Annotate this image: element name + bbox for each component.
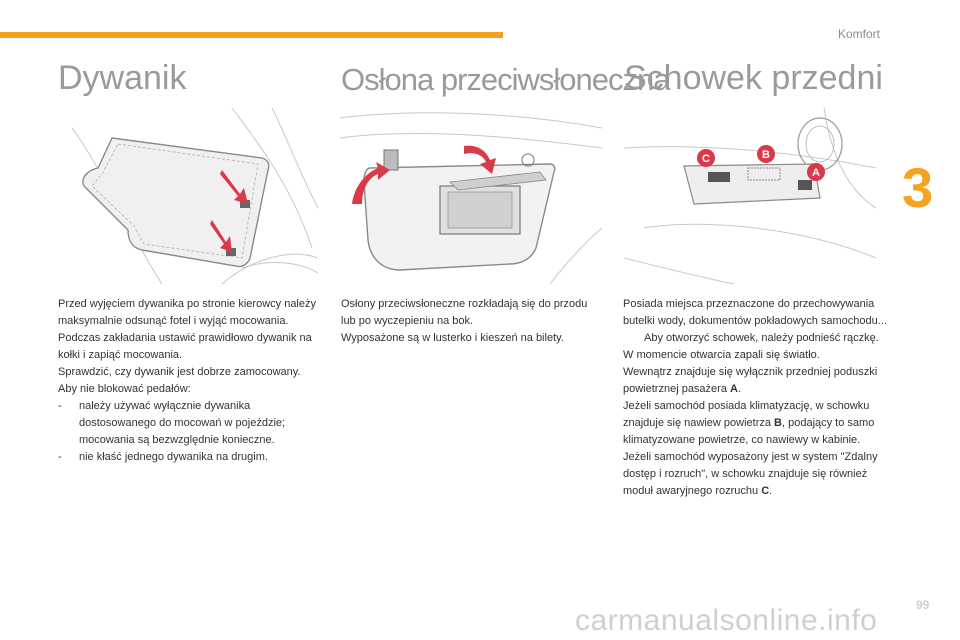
paragraph-text: Jeżeli samochód wyposażony jest w system "Zdalny dostęp i rozruch", w schowku znajduje się również moduł awaryjnego rozruchu: [623, 451, 878, 497]
watermark: carmanualsonline.info: [575, 604, 878, 637]
page-number: 99: [916, 598, 930, 612]
section-label: Komfort: [838, 27, 881, 41]
bullet-text: należy używać wyłącznie dywanika dostosowanego do mocowań w pojeździe; mocowania są bezwzględnie konieczne.: [79, 400, 286, 446]
paragraph: [623, 449, 888, 500]
paragraph: Aby nie blokować pedałów:: [58, 383, 191, 395]
paragraph-end: .: [769, 485, 773, 497]
label-b: B: [774, 417, 782, 429]
paragraph: Osłony przeciwsłoneczne rozkładają się do przodu lub po wyczepieniu na bok.: [341, 298, 588, 327]
callout-b: B: [762, 149, 770, 161]
oslona-text: [341, 296, 601, 347]
chapter-number: 3: [902, 156, 934, 219]
label-c: C: [761, 485, 770, 497]
bullet-marker: -: [58, 451, 62, 463]
paragraph-end: , podający to samo klimatyzowane powietrze, co nawiewy w kabinie.: [623, 417, 875, 446]
step-marker: [623, 330, 644, 347]
paragraph: Sprawdzić, czy dywanik jest dobrze zamocowany.: [58, 366, 301, 378]
bullet-item: [58, 398, 318, 449]
heading-dywanik: Dywanik: [58, 59, 187, 97]
step-text: Aby otworzyć schowek, należy podnieść rączkę.: [644, 332, 879, 344]
label-a: A: [730, 383, 738, 395]
paragraph: Posiada miejsca przeznaczone do przechowywania butelki wody, dokumentów pokładowych samochodu...: [623, 298, 887, 327]
paragraph: W momencie otwarcia zapali się światło.: [623, 349, 820, 361]
paragraph-end: .: [737, 383, 742, 395]
callout-a: A: [812, 167, 820, 179]
paragraph: [623, 364, 888, 398]
bullet-item: [58, 449, 318, 466]
callout-c: C: [702, 153, 710, 165]
paragraph-text: Wewnątrz znajduje się wyłącznik przedniej poduszki powietrznej pasażera: [623, 366, 878, 395]
paragraph: Wyposażone są w lusterko i kieszeń na bilety.: [341, 332, 564, 344]
schowek-text: [623, 296, 888, 500]
heading-schowek: Schowek przedni: [624, 59, 883, 97]
sun-visor-illustration-icon: [340, 108, 602, 284]
paragraph-text: Jeżeli samochód posiada klimatyzację, w schowku znajduje się nawiew powietrza: [623, 400, 870, 429]
paragraph: Przed wyjęciem dywanika po stronie kierowcy należy maksymalnie odsunąć fotel i wyjąć mocowania.: [58, 298, 316, 327]
paragraph: [623, 398, 888, 449]
heading-oslona: Osłona przeciwsłoneczna: [341, 62, 670, 97]
paragraph: Podczas zakładania ustawić prawidłowo dywanik na kołki i zapiąć mocowania.: [58, 332, 312, 361]
glovebox-illustration-icon: [624, 108, 876, 284]
step-item: [623, 330, 888, 347]
floor-mat-illustration-icon: [72, 108, 318, 284]
bullet-text: nie kłaść jednego dywanika na drugim.: [79, 451, 268, 463]
dywanik-text: [58, 296, 318, 466]
bullet-marker: -: [58, 400, 62, 412]
section-accent-bar: [0, 32, 503, 38]
